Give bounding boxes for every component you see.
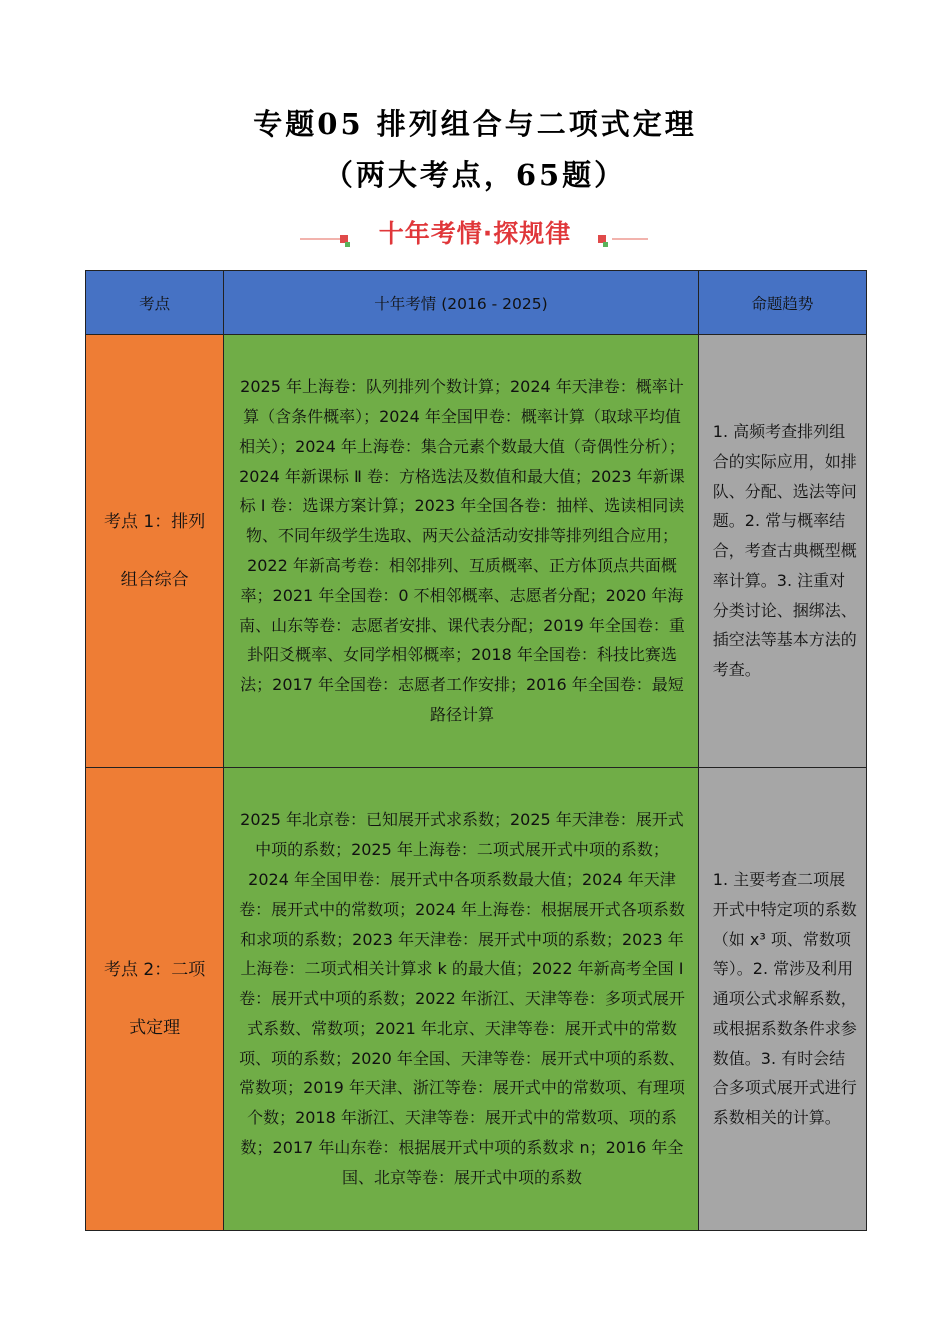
trend-cell: 1. 主要考查二项展开式中特定项的系数（如 x³ 项、常数项等）。2. 常涉及利用通项公式求解系数，或根据系数条件求参数值。3. 有时会结合多项式展开式进行系数相关的计算。 [698, 768, 866, 1231]
section-banner [0, 210, 950, 250]
document-title: 专题05 排列组合与二项式定理 [253, 107, 697, 141]
topic-cell: 考点 1：排列组合综合 [86, 335, 224, 768]
banner-left-small-square-icon [345, 242, 350, 247]
header-topic: 考点 [86, 271, 224, 335]
exam-summary-table [85, 270, 867, 1231]
trend-cell: 1. 高频考查排列组合的实际应用，如排队、分配、选法等问题。2. 常与概率结合，考查古典概型概率计算。3. 注重对分类讨论、捆绑法、插空法等基本方法的考查。 [698, 335, 866, 768]
topic-cell: 考点 2：二项式定理 [86, 768, 224, 1231]
header-trend: 命题趋势 [698, 271, 866, 335]
header-history: 十年考情 (2016 - 2025) [224, 271, 699, 335]
banner-left-line [300, 238, 340, 240]
banner-right-small-square-icon [603, 242, 608, 247]
history-cell: 2025 年上海卷：队列排列个数计算；2024 年天津卷：概率计算（含条件概率）；2024 年全国甲卷：概率计算（取球平均值相关）；2024 年上海卷：集合元素个数最大值（奇偶性分析）；2024 年新课标 Ⅱ 卷：方格选法及数值和最大值；2023 年新课标 Ⅰ 卷：选课方案计算；2023 年全国各卷：抽样、选读相同读物、不同年级学生选取、两天公益活动安排等排列组合应用；2022 年新高考卷：相邻排列、互质概率、正方体顶点共面概率；2021 年全国卷：0 不相邻概率、志愿者分配；2020 年海南、山东等卷：志愿者安排、课代表分配；2019 年全国卷：重卦阳爻概率、女同学相邻概率；2018 年全国卷：科技比赛选法；2017 年全国卷：志愿者工作安排；2016 年全国卷：最短路径计算 [224, 335, 699, 768]
banner-right-line [612, 238, 648, 240]
table-row [86, 768, 867, 1231]
table-row [86, 335, 867, 768]
banner-title: 十年考情·探规律 [378, 219, 572, 248]
document-subtitle: （两大考点，65题） [323, 158, 627, 192]
table-header-row [86, 271, 867, 335]
history-cell: 2025 年北京卷：已知展开式求系数；2025 年天津卷：展开式中项的系数；2025 年上海卷：二项式展开式中项的系数；2024 年全国甲卷：展开式中各项系数最大值；2024 年天津卷：展开式中的常数项；2024 年上海卷：根据展开式各项系数和求项的系数；2023 年天津卷：展开式中项的系数；2023 年上海卷：二项式相关计算求 k 的最大值；2022 年新高考全国 Ⅰ 卷：展开式中项的系数；2022 年浙江、天津等卷：多项式展开式系数、常数项；2021 年北京、天津等卷：展开式中的常数项、项的系数；2020 年全国、天津等卷：展开式中项的系数、常数项；2019 年天津、浙江等卷：展开式中的常数项、有理项个数；2018 年浙江、天津等卷：展开式中的常数项、项的系数；2017 年山东卷：根据展开式中项的系数求 n；2016 年全国、北京等卷：展开式中项的系数 [224, 768, 699, 1231]
